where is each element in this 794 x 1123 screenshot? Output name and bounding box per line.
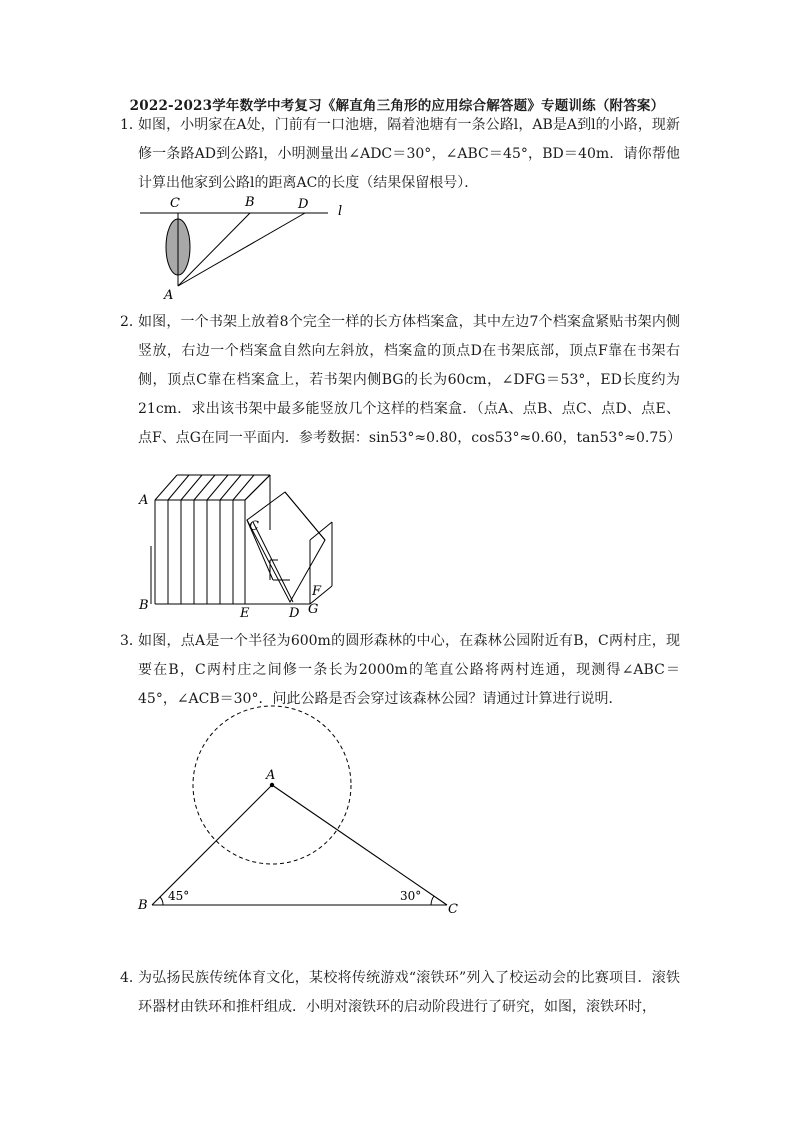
label-G: G — [308, 602, 319, 617]
label-F: F — [312, 584, 322, 599]
figure-3-forest-triangle — [130, 705, 470, 920]
problem-text: 如图，一个书架上放着8个完全一样的长方体档案盒，其中左边7个档案盒紧贴书架内侧竖放，右边一个档案盒自然向左斜放，档案盒的顶点D在书架底部，顶点F靠在书架右侧，顶点C靠在档案盒上，若书架内侧BG的长为60cm，∠DFG＝53°，ED长度约为21cm．求出该书架中最多能竖放几个这样的档案盒．（点A、点B、点C、点D、点E、点F、点G在同一平面内．参考数据：sin53°≈0.80，cos53°≈0.60，tan53°≈0.75） — [138, 314, 682, 446]
segment-AD — [178, 213, 305, 286]
problem-text: 为弘扬民族传统体育文化，某校将传统游戏“滚铁环”列入了校运动会的比赛项目．滚铁环器材由铁环和推杆组成．小明对滚铁环的启动阶段进行了研究，如图，滚铁环时， — [138, 970, 680, 1015]
problem-text: 如图，小明家在A处，门前有一口池塘，隔着池塘有一条公路l，AB是A到l的小路，现新修一条路AD到公路l，小明测量出∠ADC＝30°，∠ABC＝45°，BD＝40m．请你帮他计算出他家到公路l的距离AC的长度（结果保留根号）． — [138, 117, 680, 191]
label-D: D — [298, 197, 309, 212]
segment-AB — [152, 785, 272, 905]
figure-2-bookshelf — [135, 470, 345, 620]
problem-4 — [120, 964, 680, 1022]
label-C: C — [448, 902, 458, 917]
angle-arc-B — [160, 897, 163, 905]
figure-1-pond-diagram — [130, 190, 360, 302]
label-angle-C: 30° — [400, 889, 422, 903]
label-B: B — [245, 195, 255, 210]
label-A: A — [139, 493, 149, 508]
problem-3 — [120, 627, 680, 714]
label-E: E — [240, 606, 250, 620]
label-C: C — [249, 519, 259, 534]
label-l: l — [338, 204, 343, 219]
problem-number: 4． — [120, 970, 143, 986]
tilted-box-front — [253, 522, 293, 602]
problem-text: 如图，点A是一个半径为600m的圆形森林的中心，在森林公园附近有B，C两村庄，现要在B，C两村庄之间修一条长为2000m的笔直公路将两村连通，现测得∠ABC＝45°，∠ACB＝30°．问此公路是否会穿过该森林公园？请通过计算进行说明． — [138, 633, 680, 707]
label-A: A — [266, 768, 276, 783]
page-title: 2022-2023学年数学中考复习《解直角三角形的应用综合解答题》专题训练（附答案） — [129, 98, 665, 114]
label-B: B — [138, 898, 148, 913]
problem-number: 1． — [120, 117, 143, 133]
angle-arc-C — [431, 896, 434, 905]
label-C: C — [170, 196, 180, 211]
label-D: D — [289, 606, 300, 620]
problem-2 — [120, 308, 680, 453]
label-angle-B: 45° — [168, 889, 190, 903]
label-A: A — [164, 288, 174, 302]
problem-1 — [120, 111, 680, 198]
problem-number: 3． — [120, 633, 143, 649]
problem-number: 2． — [120, 314, 143, 330]
label-B: B — [139, 598, 149, 613]
center-point-A — [270, 783, 274, 787]
segment-AC — [272, 785, 447, 905]
